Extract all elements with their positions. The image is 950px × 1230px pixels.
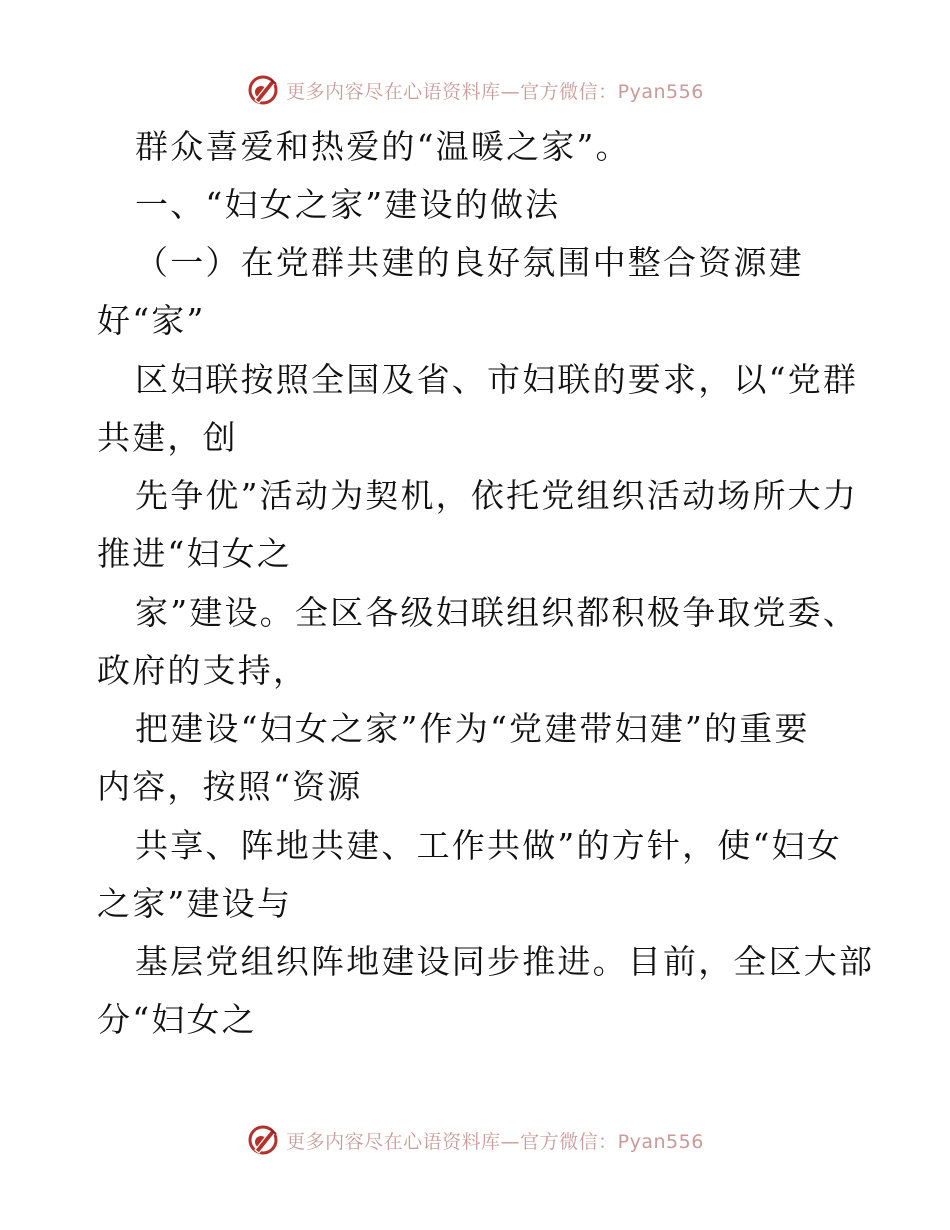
body-line: 先争优”活动为契机，依托党组织活动场所大力 — [135, 476, 859, 515]
pen-circle-logo-icon — [246, 1123, 280, 1157]
body-line: 群众喜爱和热爱的“温暖之家”。 — [135, 127, 631, 166]
body-line: 共建，创 — [97, 418, 238, 457]
body-line: 基层党组织阵地建设同步推进。目前，全区大部 — [135, 942, 875, 981]
body-line: 把建设“妇女之家”作为“党建带妇建”的重要 — [135, 709, 810, 748]
body-line: 区妇联按照全国及省、市妇联的要求，以“党群 — [135, 360, 859, 399]
subsection-heading: （一）在党群共建的良好氛围中整合资源建 — [135, 243, 804, 282]
body-line: 家”建设。全区各级妇联组织都积极争取党委、 — [135, 593, 859, 632]
body-line: 推进“妇女之 — [97, 534, 293, 573]
section-heading: 一、“妇女之家”建设的做法 — [135, 185, 561, 224]
pen-circle-logo-icon — [246, 73, 280, 107]
body-line: 之家”建设与 — [97, 884, 293, 923]
body-line: 内容，按照“资源 — [97, 767, 363, 806]
body-line: 分“妇女之 — [97, 1000, 257, 1039]
header-watermark-text: 更多内容尽在心语资料库—官方微信：Pyan556 — [286, 80, 704, 103]
footer-watermark — [0, 1120, 950, 1160]
body-line: 政府的支持， — [97, 651, 309, 690]
header-watermark — [0, 70, 950, 110]
subsection-heading-cont: 好“家” — [97, 301, 206, 340]
footer-watermark-text: 更多内容尽在心语资料库—官方微信：Pyan556 — [286, 1130, 704, 1153]
body-line: 共享、阵地共建、工作共做”的方针，使“妇女 — [135, 826, 842, 865]
